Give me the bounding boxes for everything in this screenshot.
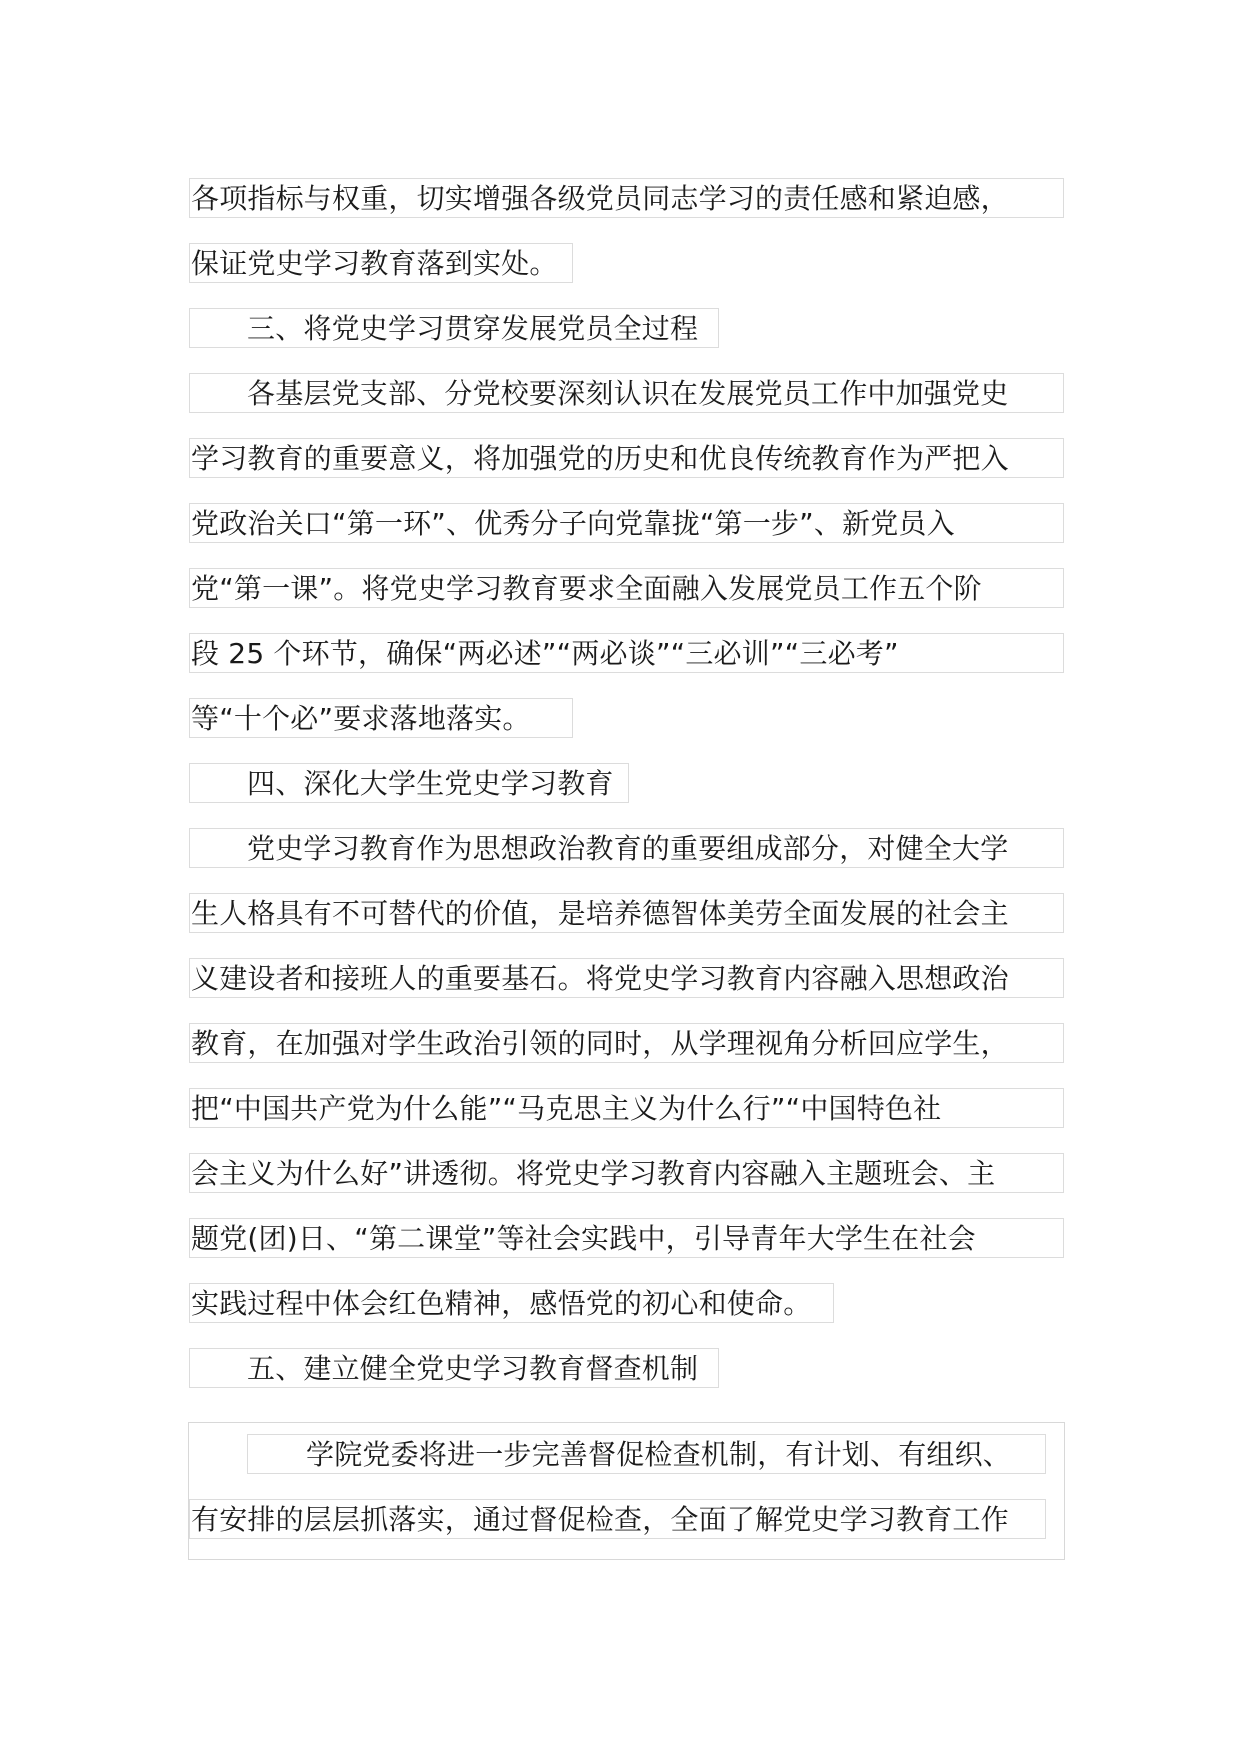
section-heading-4: 四、深化大学生党史学习教育	[189, 763, 629, 803]
paragraph-line: 实践过程中体会红色精神，感悟党的初心和使命。	[189, 1283, 834, 1323]
paragraph-line: 党政治关口“第一环”、优秀分子向党靠拢“第一步”、新党员入	[189, 503, 1064, 543]
paragraph-line: 段 25 个环节，确保“两必述”“两必谈”“三必训”“三必考”	[189, 633, 1064, 673]
paragraph-line: 党史学习教育作为思想政治教育的重要组成部分，对健全大学	[189, 828, 1064, 868]
paragraph-line: 学院党委将进一步完善督促检查机制，有计划、有组织、	[247, 1434, 1046, 1474]
paragraph-line: 有安排的层层抓落实，通过督促检查，全面了解党史学习教育工作	[189, 1499, 1046, 1539]
paragraph-line: 保证党史学习教育落到实处。	[189, 243, 573, 283]
paragraph-line: 题党(团)日、“第二课堂”等社会实践中，引导青年大学生在社会	[189, 1218, 1064, 1258]
paragraph-line: 生人格具有不可替代的价值，是培养德智体美劳全面发展的社会主	[189, 893, 1064, 933]
framed-paragraph	[188, 1422, 1065, 1560]
paragraph-line: 党“第一课”。将党史学习教育要求全面融入发展党员工作五个阶	[189, 568, 1064, 608]
paragraph-line: 学习教育的重要意义，将加强党的历史和优良传统教育作为严把入	[189, 438, 1064, 478]
paragraph-line: 义建设者和接班人的重要基石。将党史学习教育内容融入思想政治	[189, 958, 1064, 998]
section-heading-5: 五、建立健全党史学习教育督查机制	[189, 1348, 719, 1388]
paragraph-line: 各项指标与权重，切实增强各级党员同志学习的责任感和紧迫感，	[189, 178, 1064, 218]
paragraph-line: 会主义为什么好”讲透彻。将党史学习教育内容融入主题班会、主	[189, 1153, 1064, 1193]
paragraph-line: 把“中国共产党为什么能”“马克思主义为什么行”“中国特色社	[189, 1088, 1064, 1128]
paragraph-line: 等“十个必”要求落地落实。	[189, 698, 573, 738]
paragraph-line: 各基层党支部、分党校要深刻认识在发展党员工作中加强党史	[189, 373, 1064, 413]
section-heading-3: 三、将党史学习贯穿发展党员全过程	[189, 308, 719, 348]
paragraph-line: 教育，在加强对学生政治引领的同时，从学理视角分析回应学生，	[189, 1023, 1064, 1063]
